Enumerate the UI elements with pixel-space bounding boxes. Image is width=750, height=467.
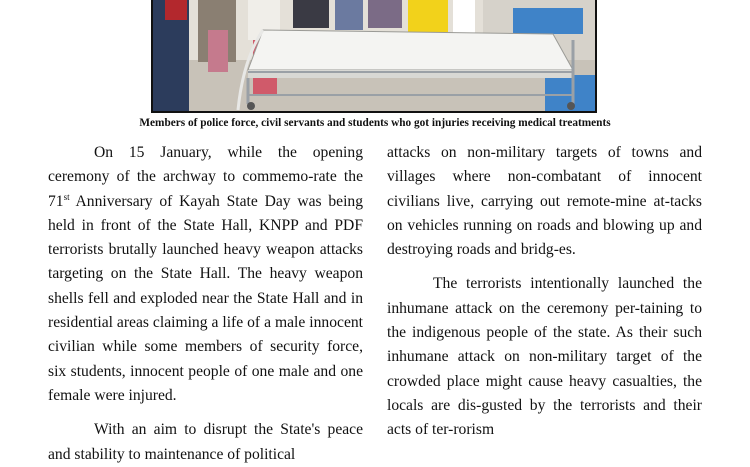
left-paragraph-1-text-b: Anniversary of Kayah State Day was being held in front of the State Hall, KNPP and PDF terrorists brutally launched heavy weapon attacks targeting on the State Hall. The heavy weapon shells fell and exploded near the State Hall and in residential areas claiming a life of a male innocent civilian while some members of security force, six students, innocent people of one male and one female were injured. [48, 192, 363, 404]
right-paragraph-2: The terrorists intentionally launched the inhumane attack on the ceremony per-taining to the indigenous people of the state. As their such inhumane attack on non-military target of the crowded place might cause heavy casualties, the locals are dis-gusted by the terrorists and their acts of ter-rorism [387, 275, 702, 439]
left-paragraph-1 [48, 141, 363, 408]
right-paragraph-1: attacks on non-military targets of towns and villages where non-combatant of innocent civilians live, carrying out remote-mine at-tacks on vehicles running on roads and blowing up and destroying roads and bridg-es. [387, 144, 702, 259]
photo-caption: Members of police force, civil servants and students who got injuries receiving medical treatments [139, 117, 611, 129]
right-column [387, 141, 702, 443]
photo-illustration [153, 0, 597, 113]
ordinal-suffix: st [63, 191, 70, 202]
left-column [48, 141, 363, 467]
left-paragraph-1-text-a: On 15 January, while the opening ceremony of the archway to commemo-rate the 71 [48, 144, 363, 210]
news-photo [151, 0, 597, 113]
left-paragraph-2: With an aim to disrupt the State's peace and stability to maintenance of political [48, 421, 363, 463]
